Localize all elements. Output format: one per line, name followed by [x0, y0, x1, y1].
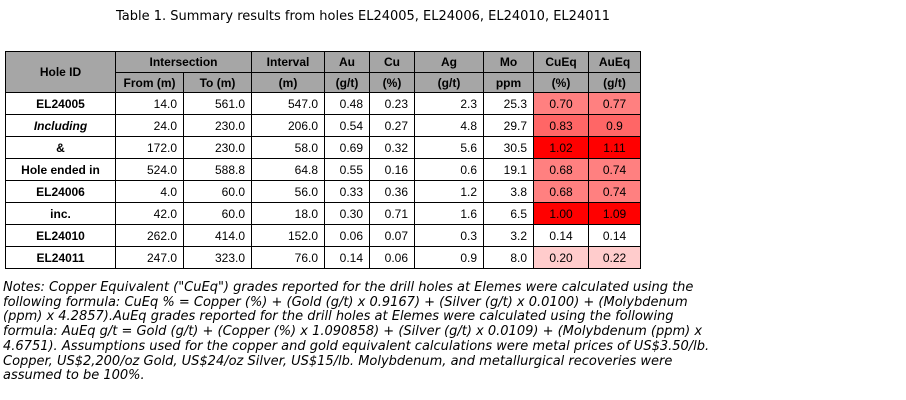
cell-to: 60.0: [184, 181, 252, 203]
cell-cueq: 1.02: [534, 137, 589, 159]
cell-cu: 0.32: [370, 137, 415, 159]
table-row: [6, 159, 641, 181]
header-mo: Mo: [484, 52, 534, 73]
cell-ag: 1.6: [415, 203, 484, 225]
cell-from: 24.0: [116, 115, 184, 137]
cell-from: 42.0: [116, 203, 184, 225]
cell-cu: 0.36: [370, 181, 415, 203]
cell-hole-id: &: [6, 137, 116, 159]
cell-mo: 19.1: [484, 159, 534, 181]
cell-hole-id: inc.: [6, 203, 116, 225]
table-row: [6, 93, 641, 115]
header-aueq-unit: (g/t): [589, 73, 641, 93]
cell-interval: 58.0: [252, 137, 325, 159]
cell-cu: 0.06: [370, 247, 415, 269]
cell-mo: 3.8: [484, 181, 534, 203]
cell-mo: 30.5: [484, 137, 534, 159]
cell-to: 230.0: [184, 115, 252, 137]
cell-au: 0.33: [325, 181, 370, 203]
header-ag: Ag: [415, 52, 484, 73]
header-to: To (m): [184, 73, 252, 93]
header-aueq: AuEq: [589, 52, 641, 73]
cell-hole-id: Hole ended in: [6, 159, 116, 181]
cell-cueq: 0.20: [534, 247, 589, 269]
cell-cueq: 0.70: [534, 93, 589, 115]
header-cu-unit: (%): [370, 73, 415, 93]
cell-ag: 4.8: [415, 115, 484, 137]
cell-au: 0.30: [325, 203, 370, 225]
header-intersection: Intersection: [116, 52, 252, 73]
header-hole-id: Hole ID: [6, 52, 116, 93]
cell-to: 414.0: [184, 225, 252, 247]
cell-aueq: 0.74: [589, 181, 641, 203]
cell-cueq: 0.83: [534, 115, 589, 137]
table-body: [6, 93, 641, 269]
header-interval-unit: (m): [252, 73, 325, 93]
cell-ag: 5.6: [415, 137, 484, 159]
cell-cu: 0.07: [370, 225, 415, 247]
cell-to: 588.8: [184, 159, 252, 181]
header-interval: Interval: [252, 52, 325, 73]
cell-hole-id: EL24010: [6, 225, 116, 247]
cell-ag: 0.3: [415, 225, 484, 247]
cell-interval: 206.0: [252, 115, 325, 137]
cell-au: 0.54: [325, 115, 370, 137]
cell-to: 561.0: [184, 93, 252, 115]
cell-from: 524.0: [116, 159, 184, 181]
cell-aueq: 1.11: [589, 137, 641, 159]
cell-ag: 0.6: [415, 159, 484, 181]
cell-au: 0.55: [325, 159, 370, 181]
cell-cueq: 1.00: [534, 203, 589, 225]
table-row: [6, 203, 641, 225]
header-row-top: [6, 52, 641, 73]
table-row: [6, 115, 641, 137]
cell-aueq: 0.14: [589, 225, 641, 247]
cell-from: 262.0: [116, 225, 184, 247]
header-cueq: CuEq: [534, 52, 589, 73]
cell-cueq: 0.14: [534, 225, 589, 247]
cell-interval: 64.8: [252, 159, 325, 181]
summary-results-table: [5, 51, 641, 269]
cell-from: 172.0: [116, 137, 184, 159]
cell-to: 230.0: [184, 137, 252, 159]
cell-to: 60.0: [184, 203, 252, 225]
cell-hole-id: EL24011: [6, 247, 116, 269]
cell-mo: 29.7: [484, 115, 534, 137]
cell-mo: 6.5: [484, 203, 534, 225]
cell-au: 0.06: [325, 225, 370, 247]
cell-ag: 2.3: [415, 93, 484, 115]
cell-interval: 547.0: [252, 93, 325, 115]
table-row: [6, 181, 641, 203]
cell-au: 0.14: [325, 247, 370, 269]
cell-interval: 76.0: [252, 247, 325, 269]
table-row: [6, 137, 641, 159]
cell-to: 323.0: [184, 247, 252, 269]
cell-au: 0.69: [325, 137, 370, 159]
cell-cueq: 0.68: [534, 159, 589, 181]
cell-aueq: 0.74: [589, 159, 641, 181]
cell-cu: 0.71: [370, 203, 415, 225]
cell-mo: 3.2: [484, 225, 534, 247]
cell-au: 0.48: [325, 93, 370, 115]
cell-mo: 25.3: [484, 93, 534, 115]
header-au-unit: (g/t): [325, 73, 370, 93]
table-row: [6, 247, 641, 269]
cell-hole-id: EL24005: [6, 93, 116, 115]
header-cueq-unit: (%): [534, 73, 589, 93]
cell-mo: 8.0: [484, 247, 534, 269]
notes-text: Notes: Copper Equivalent ("CuEq") grades reported for the drill holes at Elemes were calculated using the following formula: CuEq % = Copper (%) + (Gold (g/t) x 0.9167) + (Silver (g/t) x 0.0100) + (Molybdenum (ppm) x 4.2857).AuEq grades reported for the drill holes at Elemes were calculated using the following formula: AuEq g/t = Gold (g/t) + (Copper (%) x 1.090858) + (Silver (g/t) x 0.0109) + (Molybdenum (ppm) x 4.6751). Assumptions used for the copper and gold equivalent calculations were metal prices of US$3.50/lb. Copper, US$2,200/oz Gold, US$24/oz Silver, US$15/lb. Molybdenum, and metallurgical recoveries were assumed to be 100%.: [3, 280, 710, 384]
cell-aueq: 0.9: [589, 115, 641, 137]
cell-interval: 152.0: [252, 225, 325, 247]
cell-ag: 1.2: [415, 181, 484, 203]
cell-interval: 18.0: [252, 203, 325, 225]
cell-aueq: 0.22: [589, 247, 641, 269]
table-row: [6, 225, 641, 247]
cell-from: 247.0: [116, 247, 184, 269]
cell-from: 14.0: [116, 93, 184, 115]
header-au: Au: [325, 52, 370, 73]
cell-aueq: 1.09: [589, 203, 641, 225]
cell-hole-id: EL24006: [6, 181, 116, 203]
cell-cu: 0.16: [370, 159, 415, 181]
cell-aueq: 0.77: [589, 93, 641, 115]
table-caption: Table 1. Summary results from holes EL24005, EL24006, EL24010, EL24011: [115, 9, 611, 24]
header-mo-unit: ppm: [484, 73, 534, 93]
header-cu: Cu: [370, 52, 415, 73]
cell-cueq: 0.68: [534, 181, 589, 203]
header-from: From (m): [116, 73, 184, 93]
cell-hole-id: Including: [6, 115, 116, 137]
cell-cu: 0.23: [370, 93, 415, 115]
cell-ag: 0.9: [415, 247, 484, 269]
cell-interval: 56.0: [252, 181, 325, 203]
header-ag-unit: (g/t): [415, 73, 484, 93]
cell-cu: 0.27: [370, 115, 415, 137]
cell-from: 4.0: [116, 181, 184, 203]
